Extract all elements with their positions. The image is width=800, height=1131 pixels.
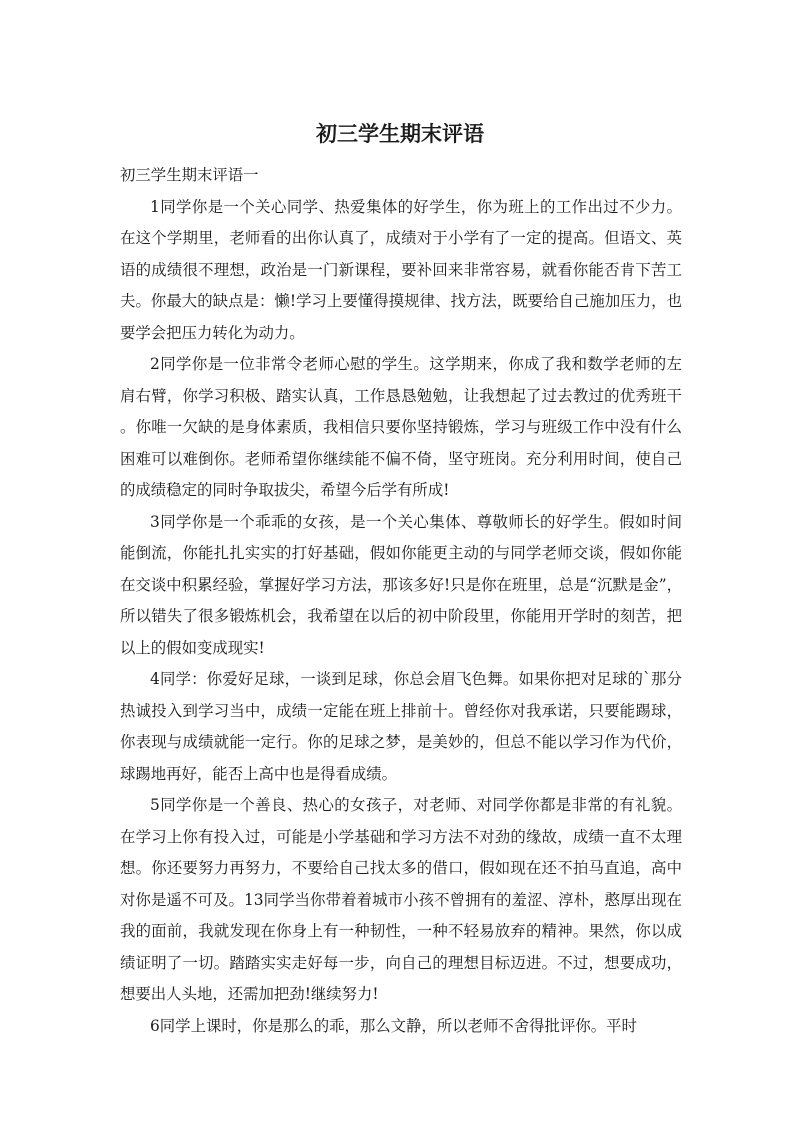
paragraph-6: 6同学上课时，你是那么的乖，那么文静，所以老师不舍得批评你。平时	[150, 1016, 637, 1035]
paragraph-1: 1同学你是一个关心同学、热爱集体的好学生，你为班上的工作出过不少力。在这个学期里，老师看的出你认真了，成绩对于小学有了一定的提高。但语文、英语的成绩很不理想，政治是一门新课程，要补回来非常容易，就看你能否肯下苦工夫。你最大的缺点是：懒!学习上要懂得摸规律、找方法，既要给自己施加压力，也要学会把压力转化为动力。	[120, 197, 682, 342]
paragraph-5: 5同学你是一个善良、热心的女孩子，对老师、对同学你都是非常的有礼貌。在学习上你有投入过，可能是小学基础和学习方法不对劲的缘故，成绩一直不太理想。你还要努力再努力，不要给自己找太多的借口，假如现在还不拍马直追，高中对你是遥不可及。13同学当你带着着城市小孩不曾拥有的羞涩、淳朴，憨厚出现在我的面前，我就发现在你身上有一种韧性，一种不轻易放弃的精神。果然，你以成绩证明了一切。踏踏实实走好每一步，向自己的理想目标迈进。不过，想要成功，想要出人头地，还需加把劲!继续努力!	[120, 796, 682, 1003]
document-title: 初三学生期末评语	[316, 122, 484, 146]
document-body	[120, 160, 682, 1042]
section-heading: 初三学生期末评语一	[120, 166, 259, 184]
paragraph-2: 2同学你是一位非常令老师心慰的学生。这学期来，你成了我和数学老师的左肩右臂，你学习积极、踏实认真，工作恳恳勉勉，让我想起了过去教过的优秀班干。你唯一欠缺的是身体素质，我相信只要你坚持锻炼，学习与班级工作中没有什么困难可以难倒你。老师希望你继续能不偏不倚，坚守班岗。充分利用时间，使自己的成绩稳定的同时争取拔尖，希望今后学有所成!	[120, 355, 682, 499]
paragraph-3: 3同学你是一个乖乖的女孩，是一个关心集体、尊敬师长的好学生。假如时间能倒流，你能扎扎实实的打好基础，假如你能更主动的与同学老师交谈，假如你能在交谈中积累经验，掌握好学习方法，那该多好!只是你在班里，总是“沉默是金”，所以错失了很多锻炼机会，我希望在以后的初中阶段里，你能用开学时的刻苦，把以上的假如变成现实!	[120, 512, 682, 657]
paragraph-4: 4同学：你爱好足球，一谈到足球，你总会眉飞色舞。如果你把对足球的`那分热诚投入到学习当中，成绩一定能在班上排前十。曾经你对我承诺，只要能踢球，你表现与成绩就能一定行。你的足球之梦，是美妙的，但总不能以学习作为代价，球踢地再好，能否上高中也是得看成绩。	[120, 670, 682, 783]
